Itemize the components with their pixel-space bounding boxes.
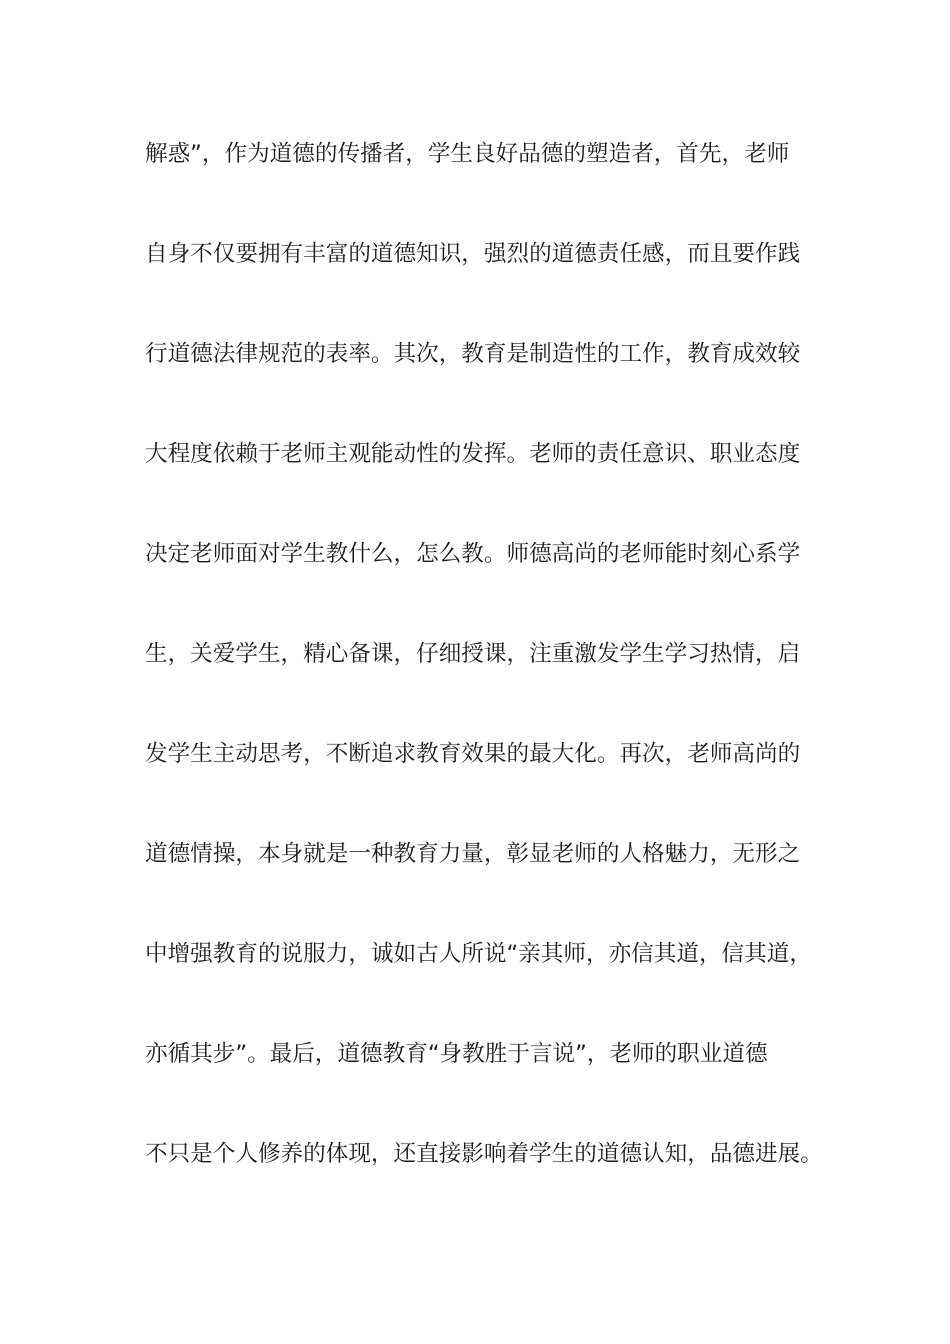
body-paragraph [145,130,845,1230]
text-line: 生，关爱学生，精心备课，仔细授课，注重激发学生学习热情，启 [145,641,801,667]
text-line: 发学生主动思考，不断追求教育效果的最大化。再次，老师高尚的 [145,741,801,767]
text-line: 决定老师面对学生教什么，怎么教。师德高尚的老师能时刻心系学 [145,541,801,567]
text-line: 道德情操，本身就是一种教育力量，彰显老师的人格魅力，无形之 [145,841,801,867]
text-line: 亦循其步”。最后，道德教育“身教胜于言说”，老师的职业道德 [145,1041,768,1067]
text-line: 不只是个人修养的体现，还直接影响着学生的道德认知，品德进展。 [145,1141,823,1167]
text-line: 解惑”，作为道德的传播者，学生良好品德的塑造者，首先，老师 [145,141,790,167]
text-line: 行道德法律规范的表率。其次，教育是制造性的工作，教育成效较 [145,341,801,367]
text-line: 自身不仅要拥有丰富的道德知识，强烈的道德责任感，而且要作践 [145,241,801,267]
text-line: 中增强教育的说服力，诚如古人所说“亲其师，亦信其道，信其道， [145,941,812,967]
text-line: 大程度依赖于老师主观能动性的发挥。老师的责任意识、职业态度 [145,441,801,467]
